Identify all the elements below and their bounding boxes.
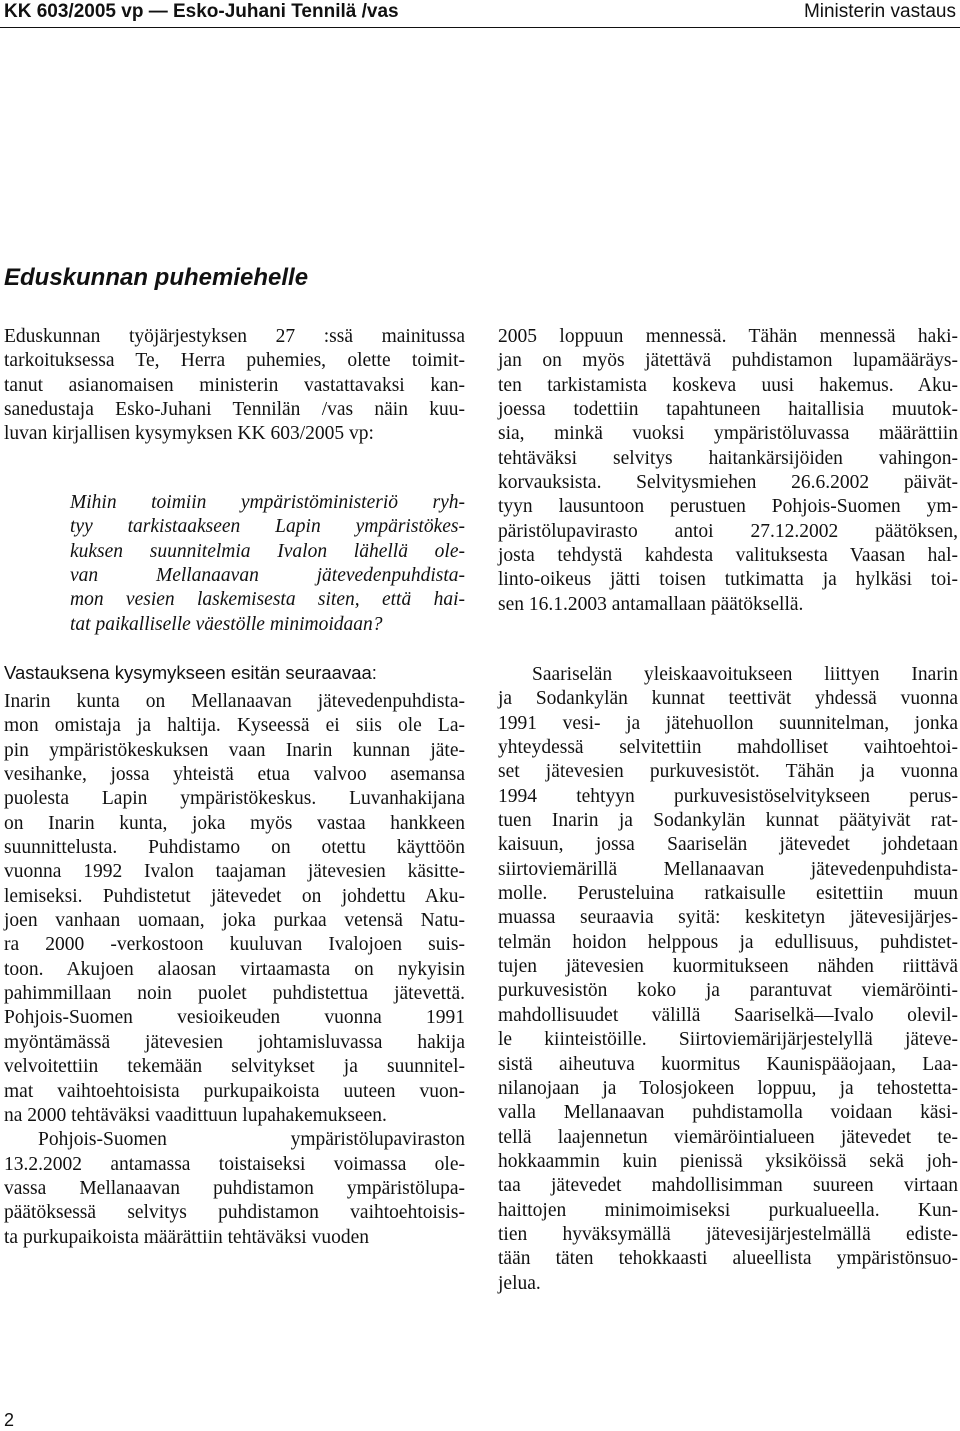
body-text-line: taa jätevedet mahdollisimman suureen virtaan bbox=[498, 1175, 958, 1197]
body-text-line: Saariselän yleiskaavoitukseen liittyen Inarin bbox=[532, 664, 958, 685]
body-text-line: sistä aiheutuva kuormitus Kaunispääojaan, Laa- bbox=[498, 1053, 958, 1075]
body-text-line: kaisuun, jossa Saariselän jätevedet johdetaan bbox=[498, 834, 958, 856]
answer-intro: Vastauksena kysymykseen esitän seuraavaa: bbox=[4, 662, 377, 683]
body-text-line: 1991 vesi- ja jätehuollon suunnitelman, jonka bbox=[498, 712, 958, 734]
intro-text-line: sanedustaja Esko-Juhani Tennilän /vas näin kuu- bbox=[4, 399, 465, 421]
body-text-line: mat vaihtoehtoisista purkupaikoista uuteen vuon- bbox=[4, 1080, 465, 1102]
body-text-line: korvauksista. Selvitysmiehen 26.6.2002 päivät- bbox=[498, 472, 958, 494]
body-text-line: sen 16.1.2003 antamallaan päätöksellä. bbox=[498, 593, 804, 615]
body-text-line: puolesta Lapin ympäristökeskus. Luvanhakijana bbox=[4, 788, 465, 810]
body-text-line: tuen Inarin ja Sodankylän kunnat päätyivät rat- bbox=[498, 810, 958, 832]
body-text-line: Inarin kunta on Mellanaavan jätevedenpuhdista- bbox=[4, 691, 465, 712]
question-text-line: Mihin toimiin ympäristöministeriö ryh- bbox=[70, 492, 465, 513]
question-text-line: van Mellanaavan jätevedenpuhdista- bbox=[70, 565, 465, 587]
body-text-line: sia, minkä vuoksi ympäristöluvassa määrättiin bbox=[498, 423, 958, 445]
body-text-line: vuonna 1992 Ivalon taajaman jätevesien käsitte- bbox=[4, 861, 465, 883]
body-text-line: haittojen minimoimiseksi purkualueella. Kun- bbox=[498, 1199, 958, 1221]
body-text-line: vassa Mellanaavan puhdistamon ympäristölupa- bbox=[4, 1177, 465, 1199]
page-header bbox=[0, 0, 960, 24]
body-text-line: joessa todettiin tapahtuneen haitallisia muutok- bbox=[498, 399, 958, 421]
body-text-line: na 2000 tehtäväksi vaadittuun lupahakemukseen. bbox=[4, 1104, 387, 1126]
body-text-line: valla Mellanaavan puhdistamolla voidaan käsi- bbox=[498, 1102, 958, 1124]
body-text-line: purkuvesistön koko ja parantuvat viemäröinti- bbox=[498, 980, 958, 1002]
intro-text-line: luvan kirjallisen kysymyksen KK 603/2005 vp: bbox=[4, 423, 374, 445]
body-text-line: tään täten tehokkaasti alueellista ympäristönsuo- bbox=[498, 1248, 958, 1270]
body-text-line: hokkaammin kuin pienissä yksiköissä sekä joh- bbox=[498, 1150, 958, 1172]
document-reference: KK 603/2005 vp — Esko-Juhani Tennilä /vas bbox=[4, 1, 399, 22]
body-text-line: linto-oikeus jätti toisen tutkimatta ja hylkäsi toi- bbox=[498, 569, 958, 591]
body-text-line: muassa seuraavia syitä: keskitetyn jätevesijärjes- bbox=[498, 907, 958, 929]
body-text-line: telmän hoidon helppous ja edullisuus, puhdistet- bbox=[498, 931, 958, 953]
body-text-line: molle. Perusteluina ratkaisulle esitettiin muun bbox=[498, 883, 958, 905]
intro-paragraph bbox=[4, 325, 465, 447]
body-text-line: tyyn lausuntoon perustuen Pohjois-Suomen ym- bbox=[498, 496, 958, 518]
body-text-line: set jätevesien purkuvesistöt. Tähän ja vuonna bbox=[498, 761, 958, 783]
body-text-line: myöntämässä jätevesien johtamisluvassa hakija bbox=[4, 1031, 465, 1053]
body-text-line: suunnittelusta. Puhdistamo on otettu käyttöön bbox=[4, 837, 465, 859]
question-quote bbox=[70, 491, 465, 637]
body-text-line: mon omistaja ja haltija. Kyseessä ei siis ole La- bbox=[4, 715, 465, 737]
header-divider bbox=[0, 27, 960, 28]
body-text-line: ta purkupaikoista määrättiin tehtäväksi vuoden bbox=[4, 1226, 369, 1248]
body-text-line: on Inarin kunta, joka myös vastaa hankkeen bbox=[4, 812, 465, 834]
right-body-text-1 bbox=[498, 325, 958, 617]
body-text-line: mahdollisuudet välillä Saariselkä—Ivalo olevil- bbox=[498, 1004, 958, 1026]
body-text-line: 2005 loppuun mennessä. Tähän mennessä haki- bbox=[498, 326, 958, 347]
body-text-line: tehtäväksi selvitys haitankärsijöiden vahingon- bbox=[498, 447, 958, 469]
document-section-label: Ministerin vastaus bbox=[803, 1, 956, 22]
body-text-line: 1994 tehtyyn purkuvesistöselvitykseen perus- bbox=[498, 785, 958, 807]
body-text-line: tellä laajennetun viemäröintialueen jätevedet te- bbox=[498, 1126, 958, 1148]
body-text-line: yhteydessä selvitettiin mahdolliset vaihtoehtoi- bbox=[498, 737, 958, 759]
intro-text-line: tarkoituksessa Te, Herra puhemies, olette toimit- bbox=[4, 350, 465, 372]
question-text-line: mon vesien laskemisesta siten, että hai- bbox=[70, 589, 465, 611]
body-text-line: Pohjois-Suomen vesioikeuden vuonna 1991 bbox=[4, 1007, 465, 1029]
body-text-line: toon. Akujoen alaosan virtaamasta on nykyisin bbox=[4, 958, 465, 980]
body-text-line: ra 2000 -verkostoon kuuluvan Ivalojoen suis- bbox=[4, 934, 465, 956]
body-text-line: velvoitettiin tekemään selvitykset ja suunnitel- bbox=[4, 1056, 465, 1078]
body-text-line: pahimmillaan noin puolet puhdistettua jätevettä. bbox=[4, 983, 465, 1005]
body-text-line: päristölupavirasto antoi 27.12.2002 päätöksen, bbox=[498, 520, 958, 542]
body-text-line: josta tehdystä kahdesta valituksesta Vaasan hal- bbox=[498, 545, 958, 567]
question-text-line: kuksen suunnitelmia Ivalon lähellä ole- bbox=[70, 540, 465, 562]
body-text-line: Pohjois-Suomen ympäristölupaviraston bbox=[38, 1129, 465, 1151]
page-title: Eduskunnan puhemiehelle bbox=[4, 264, 309, 291]
body-text-line: ja Sodankylän kunnat teettivät yhdessä vuonna bbox=[498, 688, 958, 710]
body-text-line: jelua. bbox=[498, 1272, 541, 1294]
body-text-line: le kiinteistöille. Siirtoviemärijärjestelyllä jäteve- bbox=[498, 1029, 958, 1051]
body-text-line: päätöksessä selvitys puhdistamon vaihtoehtoisis- bbox=[4, 1202, 465, 1224]
body-text-line: pin ympäristökeskuksen vaan Inarin kunnan jäte- bbox=[4, 739, 465, 761]
body-text-line: jan on myös jätettävä puhdistamon lupamääräys- bbox=[498, 350, 958, 372]
intro-text-line: tanut asianomaisen ministerin vastattavaksi kan- bbox=[4, 374, 465, 396]
left-body-text bbox=[4, 690, 465, 1250]
right-body-text-2 bbox=[498, 663, 958, 1296]
body-text-line: ten tarkistamista koskeva uusi hakemus. Aku- bbox=[498, 374, 958, 396]
body-text-line: tujen jätevesien kuormitukseen nähden riittävä bbox=[498, 956, 958, 978]
body-text-line: siirtoviemärillä Mellanaavan jätevedenpuhdista- bbox=[498, 858, 958, 880]
intro-text-line: Eduskunnan työjärjestyksen 27 :ssä mainitussa bbox=[4, 326, 465, 347]
body-text-line: joen vanhaan uomaan, joka purkaa vetensä Natu- bbox=[4, 910, 465, 932]
body-text-line: 13.2.2002 antamassa toistaiseksi voimassa ole- bbox=[4, 1153, 465, 1175]
question-text-line: tyy tarkistaakseen Lapin ympäristökes- bbox=[70, 516, 465, 538]
page-number: 2 bbox=[4, 1410, 15, 1430]
question-text-line: tat paikalliselle väestölle minimoidaan? bbox=[70, 613, 383, 635]
body-text-line: vesihanke, jossa yhteistä etua valvoo asemansa bbox=[4, 764, 465, 786]
body-text-line: lemiseksi. Puhdistetut jätevedet on johdettu Aku- bbox=[4, 885, 465, 907]
body-text-line: tien hyväksymällä jätevesijärjestelmällä ediste- bbox=[498, 1223, 958, 1245]
body-text-line: nilanojaan ja Tolosjokeen loppuu, ja tehostetta- bbox=[498, 1077, 958, 1099]
